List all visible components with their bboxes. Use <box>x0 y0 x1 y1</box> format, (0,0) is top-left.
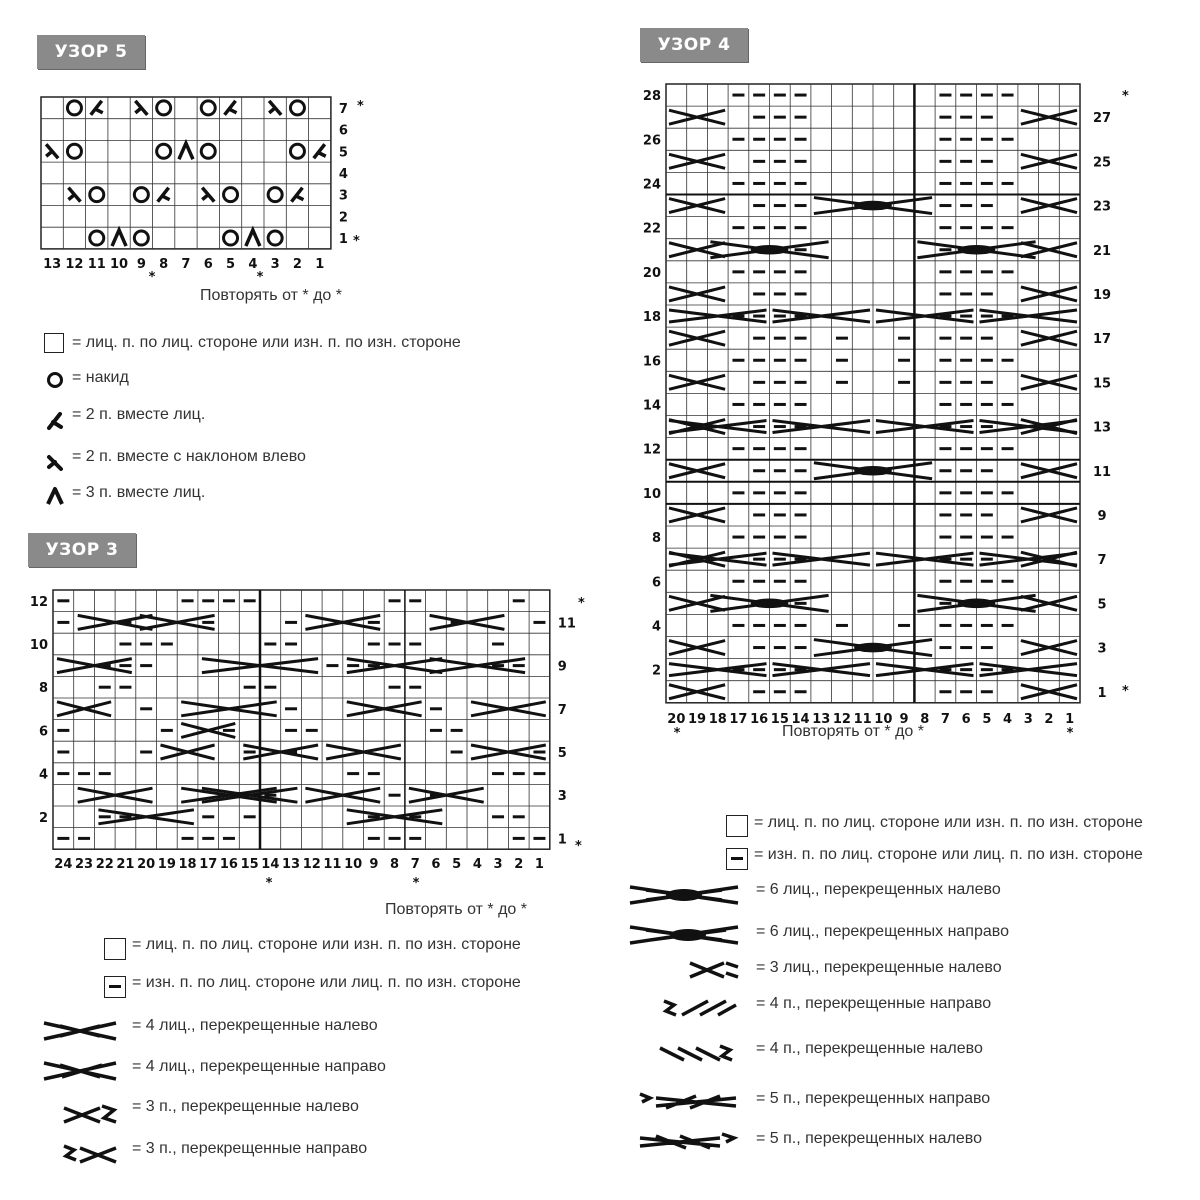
p4-row-label-right: 11 <box>1092 464 1112 480</box>
p4-row-label-right: 5 <box>1097 597 1107 613</box>
p5-col-label: 13 <box>43 256 62 272</box>
yarn-over-mark <box>67 101 81 115</box>
p3-col-label: 16 <box>219 857 238 873</box>
ssk-mark <box>202 188 214 202</box>
p4-cable3-left-mark <box>669 154 725 168</box>
p4-cable3-right-mark <box>1021 685 1077 699</box>
p5-row-label: 5 <box>338 145 348 161</box>
p4-cable3-left-mark <box>669 199 725 213</box>
p3-col-label: 21 <box>116 857 135 873</box>
p5-col-label: 8 <box>159 256 169 272</box>
legend5-k3tog-text: = 3 п. вместе лиц. <box>72 484 206 501</box>
p3-cable-mark <box>347 810 443 824</box>
yarn-over-mark <box>224 231 238 245</box>
p4-cable5-mark <box>980 664 1078 676</box>
p4-row-label-left: 10 <box>642 486 661 502</box>
p4-row-label-left: 24 <box>642 177 661 193</box>
p4-star-bottom: * <box>1122 684 1129 699</box>
yarn-over-mark <box>67 144 81 158</box>
p5-col-label: 11 <box>87 256 106 272</box>
p4-row-label-left: 4 <box>651 619 661 635</box>
p5-col-label: 7 <box>181 256 191 272</box>
p5-grid-border <box>41 97 331 249</box>
p3-col-label: 7 <box>410 857 420 873</box>
p4-cable3-right-mark <box>1021 596 1077 610</box>
p4-cable5-mark <box>773 664 871 676</box>
p4-cable3-left-mark <box>669 596 725 610</box>
p4-cable5-mark <box>773 553 871 565</box>
p5-star-bottom: * <box>353 234 360 249</box>
p4-col-label: 9 <box>899 711 909 727</box>
p4-cable3-left-mark <box>669 331 725 345</box>
p4-row-label-left: 22 <box>642 221 661 237</box>
p4-col-label: 18 <box>708 711 727 727</box>
p3-cable-mark <box>98 810 193 824</box>
p4-cable3-left-mark <box>669 685 725 699</box>
p5-star-col4: * <box>256 270 264 285</box>
p5-row-label: 7 <box>338 101 348 117</box>
yarn-over-mark <box>268 188 282 202</box>
p3-row-label-left: 8 <box>38 681 48 697</box>
yarn-over-mark <box>201 144 215 158</box>
cable-4-left-icon <box>40 1018 120 1044</box>
cable-6-left-icon <box>626 881 742 909</box>
legend5-yarnover-text: = накид <box>72 369 129 386</box>
p4-cable3-left-mark <box>669 375 725 389</box>
pattern3-title: УЗОР 3 <box>28 533 136 567</box>
p4-row-label-right: 17 <box>1092 332 1112 348</box>
p3-col-label: 12 <box>302 857 321 873</box>
p3-star-col7: * <box>412 876 420 891</box>
p4-row-label-right: 19 <box>1092 287 1112 303</box>
p3-star-col14: * <box>265 876 273 891</box>
p3-cable-mark <box>347 659 443 673</box>
pattern3-chart <box>0 520 600 900</box>
yarn-over-mark <box>157 101 171 115</box>
p3-col-label: 6 <box>431 857 441 873</box>
p3-col-label: 4 <box>472 857 482 873</box>
p3-star-bottom: * <box>575 839 582 854</box>
p4-row-label-left: 12 <box>642 442 661 458</box>
p3-row-label-right: 9 <box>557 659 567 675</box>
p4-col-label: 14 <box>791 711 810 727</box>
legend3-purl-text: = изн. п. по лиц. стороне или лиц. п. по изн. стороне <box>132 974 521 991</box>
p4-cable3-right-mark <box>1021 154 1077 168</box>
k3tog-icon <box>45 485 65 507</box>
p4-cable5-mark <box>876 310 974 322</box>
p5-row-label: 2 <box>338 210 348 226</box>
legend3-knit-symbol <box>104 938 126 960</box>
legend4-knit-symbol <box>726 815 748 837</box>
ssk-mark <box>269 101 281 115</box>
p4-star-col1: * <box>1066 726 1074 741</box>
legend3-c4r-text: = 4 лиц., перекрещенные направо <box>132 1058 386 1075</box>
yarn-over-mark <box>90 188 104 202</box>
p3-row-label-left: 12 <box>29 594 48 610</box>
k2tog-mark <box>314 144 326 158</box>
p4-row-label-left: 26 <box>642 133 661 149</box>
legend4-c4r-text: = 4 п., перекрещенные направо <box>756 995 992 1012</box>
p5-star-col9: * <box>148 270 156 285</box>
legend3-knit-text: = лиц. п. по лиц. стороне или изн. п. по изн. стороне <box>132 936 521 953</box>
pattern5-repeat-note: Повторять от * до * <box>200 287 342 304</box>
yarn-over-mark <box>201 101 215 115</box>
p4-row-label-left: 8 <box>651 531 661 547</box>
p3-col-label: 8 <box>390 857 400 873</box>
yarn-over-mark <box>268 231 282 245</box>
p5-col-label: 3 <box>270 256 280 272</box>
p3-star-top: * <box>578 596 585 611</box>
p5-col-label: 6 <box>203 256 213 272</box>
p4-cable3-left-mark <box>669 287 725 301</box>
cable-4-right-icon <box>40 1058 120 1084</box>
p3-col-label: 15 <box>240 857 259 873</box>
p4-col-label: 6 <box>961 711 971 727</box>
p3-row-label-right: 11 <box>557 616 576 632</box>
p4-row-label-right: 23 <box>1092 199 1112 215</box>
p3-col-label: 24 <box>54 857 73 873</box>
p4-col-label: 13 <box>812 711 831 727</box>
ssk-mark <box>68 188 80 202</box>
p5-col-label: 12 <box>65 256 84 272</box>
p4-cable5-mark <box>876 664 974 676</box>
p3-cable-mark <box>430 659 525 673</box>
p4-cable3-right-mark <box>1021 508 1077 522</box>
p3-col-label: 18 <box>178 857 197 873</box>
p4-col-label: 10 <box>874 711 893 727</box>
legend3-c3l-text: = 3 п., перекрещенные налево <box>132 1098 359 1115</box>
legend5-knit-text: = лиц. п. по лиц. стороне или изн. п. по изн. стороне <box>72 334 461 351</box>
p4-cable3-right-mark <box>1021 331 1077 345</box>
cable-4-purl-right-icon <box>660 995 740 1021</box>
p3-row-label-left: 6 <box>38 724 48 740</box>
p4-col-label: 17 <box>729 711 748 727</box>
p4-row-label-left: 16 <box>642 354 661 370</box>
cable-5-right-icon <box>636 1088 740 1114</box>
p4-cable3-right-mark <box>1021 641 1077 655</box>
p3-col-label: 13 <box>282 857 301 873</box>
p4-cable3-left-mark <box>669 464 725 478</box>
p4-cable3-right-mark <box>1021 287 1077 301</box>
p3-col-label: 3 <box>493 857 503 873</box>
p3-row-label-left: 10 <box>29 638 48 653</box>
p3-cable-mark <box>57 702 111 716</box>
p3-row-label-right: 3 <box>557 789 567 805</box>
p3-cable-mark <box>181 788 277 802</box>
p3-cable-mark <box>161 745 215 759</box>
legend5-k2tog-text: = 2 п. вместе лиц. <box>72 406 206 423</box>
k2tog-mark <box>158 188 170 202</box>
p3-col-label: 19 <box>157 857 176 873</box>
yarn-over-mark <box>134 188 148 202</box>
p5-col-label: 1 <box>315 256 325 272</box>
p5-row-label: 4 <box>338 166 348 182</box>
p4-cable3-right-mark <box>1021 199 1077 213</box>
p4-cable5-mark <box>773 310 871 322</box>
k3tog-mark <box>246 230 260 246</box>
pattern4-title: УЗОР 4 <box>640 28 748 62</box>
pattern5-chart <box>0 0 600 520</box>
p3-col-label: 20 <box>137 857 156 873</box>
legend5-knit-symbol <box>44 333 64 353</box>
p3-row-label-left: 2 <box>38 810 48 826</box>
p5-star-top: * <box>357 99 364 114</box>
k2tog-mark <box>91 101 103 115</box>
p4-col-label: 4 <box>1003 711 1013 727</box>
p4-row-label-right: 21 <box>1092 243 1112 259</box>
pattern5-title: УЗОР 5 <box>37 35 145 69</box>
yarn-over-mark <box>134 231 148 245</box>
p4-row-label-right: 15 <box>1092 376 1112 392</box>
p4-row-label-left: 6 <box>651 575 661 591</box>
legend4-c6r-text: = 6 лиц., перекрещенных направо <box>756 923 1009 940</box>
ssk-mark <box>46 144 58 158</box>
p4-row-label-left: 18 <box>642 310 661 326</box>
legend4-c5r-text: = 5 п., перекрещенных направо <box>756 1090 991 1107</box>
k2tog-mark <box>225 101 237 115</box>
p4-star-col20: * <box>673 726 681 741</box>
p4-col-label: 15 <box>770 711 789 727</box>
cable-3-knit-left-icon <box>686 957 742 983</box>
p4-row-label-right: 7 <box>1097 553 1107 569</box>
p5-col-label: 2 <box>292 256 302 272</box>
p4-cable5-mark <box>876 421 974 433</box>
yarn-over-mark <box>157 144 171 158</box>
p4-cable3-right-mark <box>1021 464 1077 478</box>
p4-col-label: 12 <box>832 711 851 727</box>
p3-col-label: 23 <box>75 857 94 873</box>
p3-cable-mark <box>202 788 298 802</box>
p4-star-top: * <box>1122 89 1129 104</box>
p4-col-label: 5 <box>982 711 992 727</box>
p3-col-label: 5 <box>452 857 462 873</box>
legend3-c3r-text: = 3 п., перекрещенные направо <box>132 1140 368 1157</box>
cable-3-left-icon <box>60 1100 120 1126</box>
p4-row-label-right: 13 <box>1092 420 1112 436</box>
legend4-c4l-text: = 4 п., перекрещенные налево <box>756 1040 983 1057</box>
yarn-over-mark <box>90 231 104 245</box>
p4-cable3-right-mark <box>1021 243 1077 257</box>
p3-col-label: 10 <box>344 857 363 873</box>
p5-row-label: 6 <box>338 123 348 139</box>
cable-3-right-icon <box>60 1140 120 1166</box>
ssk-icon <box>45 451 65 473</box>
p4-cable3-right-mark <box>1021 375 1077 389</box>
p3-col-label: 11 <box>323 857 342 873</box>
cable-6-right-icon <box>626 921 742 949</box>
p4-row-label-right: 9 <box>1097 508 1107 524</box>
legend4-c3l-text: = 3 лиц., перекрещенные налево <box>756 959 1002 976</box>
p4-cable5-mark <box>669 664 767 676</box>
p5-col-label: 5 <box>226 256 236 272</box>
p3-row-label-right: 1 <box>557 832 567 848</box>
p5-col-label: 10 <box>110 256 129 272</box>
p4-col-label: 7 <box>940 711 950 727</box>
p4-cable3-right-mark <box>1021 110 1077 124</box>
pattern4-chart <box>600 0 1200 760</box>
p4-row-label-right: 27 <box>1092 111 1112 127</box>
yarn-over-mark <box>224 188 238 202</box>
p3-col-label: 9 <box>369 857 379 873</box>
p4-cable5-mark <box>980 310 1078 322</box>
p4-col-label: 8 <box>920 711 930 727</box>
p4-col-label: 19 <box>688 711 707 727</box>
yarn-over-icon <box>45 370 65 390</box>
p3-row-label-left: 4 <box>38 767 48 783</box>
k2tog-icon <box>45 410 65 432</box>
p4-row-label-left: 2 <box>651 663 661 679</box>
legend4-c6l-text: = 6 лиц., перекрещенных налево <box>756 881 1001 898</box>
p4-cable5-mark <box>773 421 871 433</box>
p4-row-label-right: 1 <box>1097 685 1107 701</box>
pattern3-repeat-note: Повторять от * до * <box>385 901 527 918</box>
p3-row-label-right: 7 <box>557 702 567 718</box>
yarn-over-mark <box>290 144 304 158</box>
legend3-c4l-text: = 4 лиц., перекрещенные налево <box>132 1017 378 1034</box>
p4-row-label-right: 3 <box>1097 641 1107 657</box>
p4-row-label-left: 20 <box>642 265 661 281</box>
p4-cable3-left-mark <box>669 110 725 124</box>
p4-col-label: 16 <box>750 711 769 727</box>
legend3-purl-symbol <box>104 976 126 998</box>
p4-col-label: 20 <box>667 711 686 727</box>
k3tog-mark <box>112 230 126 246</box>
p4-cable3-left-mark <box>669 243 725 257</box>
p4-col-label: 11 <box>853 711 872 727</box>
pattern4-repeat-note: Повторять от * до * <box>782 723 924 740</box>
p4-row-label-right: 25 <box>1092 155 1112 171</box>
p5-row-label: 1 <box>338 232 348 248</box>
p4-row-label-left: 14 <box>642 398 661 414</box>
p4-col-label: 1 <box>1065 711 1075 727</box>
p4-cable3-left-mark <box>669 508 725 522</box>
legend4-c5l-text: = 5 п., перекрещенных налево <box>756 1130 982 1147</box>
p5-col-label: 9 <box>136 256 146 272</box>
ssk-mark <box>135 101 147 115</box>
p4-col-label: 3 <box>1023 711 1033 727</box>
p5-row-label: 3 <box>338 188 348 204</box>
p3-row-label-right: 5 <box>557 746 567 761</box>
p3-cable-mark <box>181 702 277 716</box>
p3-col-label: 22 <box>95 857 114 873</box>
p3-col-label: 1 <box>534 857 544 873</box>
p4-cable5-mark <box>876 553 974 565</box>
p5-col-label: 4 <box>248 256 258 272</box>
p4-cable5-mark <box>669 310 767 322</box>
p4-row-label-left: 28 <box>642 89 661 105</box>
p4-col-label: 2 <box>1044 711 1054 727</box>
legend5-ssk-text: = 2 п. вместе с наклоном влево <box>72 448 306 465</box>
p4-cable3-left-mark <box>669 641 725 655</box>
legend4-purl-symbol <box>726 848 748 870</box>
legend4-knit-text: = лиц. п. по лиц. стороне или изн. п. по изн. стороне <box>754 814 1143 831</box>
cable-5-left-icon <box>636 1128 740 1154</box>
legend4-purl-text: = изн. п. по лиц. стороне или лиц. п. по изн. стороне <box>754 846 1143 863</box>
k2tog-mark <box>291 188 303 202</box>
yarn-over-mark <box>290 101 304 115</box>
p3-col-label: 2 <box>514 857 524 873</box>
p3-col-label: 14 <box>261 857 280 873</box>
cable-4-purl-left-icon <box>656 1040 736 1066</box>
k3tog-mark <box>179 143 193 159</box>
p3-col-label: 17 <box>199 857 218 873</box>
